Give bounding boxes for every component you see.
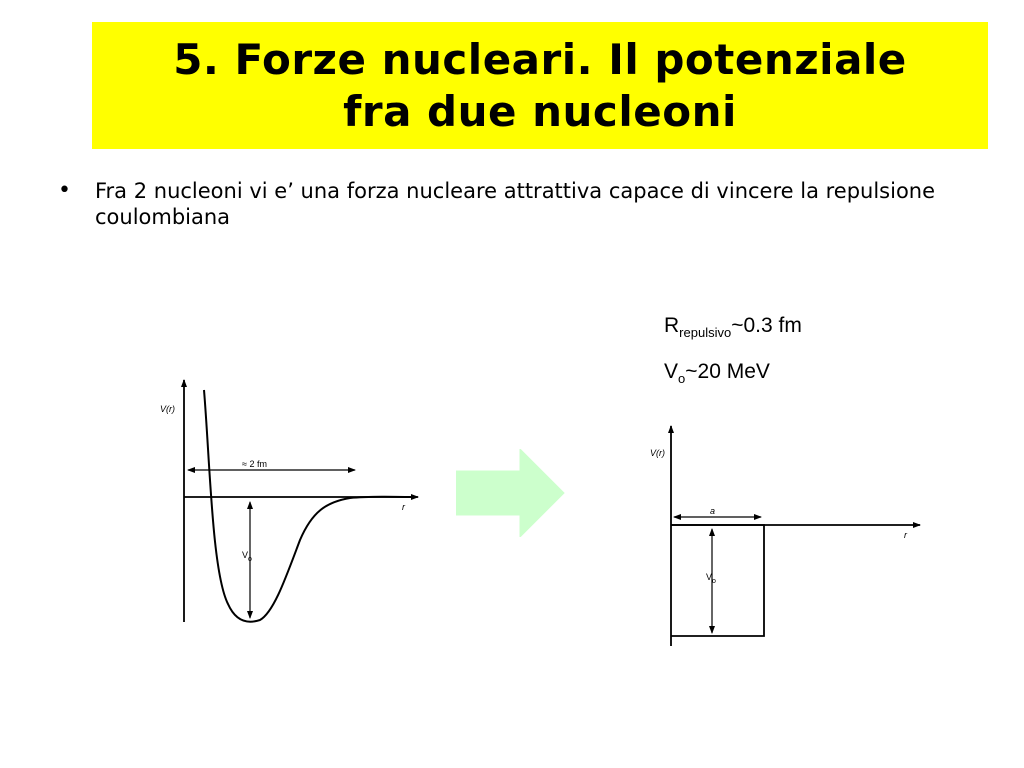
depth-label-symbol: V [242, 550, 249, 560]
depth-label [706, 572, 716, 585]
repulsive-radius-symbol: R [664, 314, 680, 337]
repulsive-radius-value: ~0.3 fm [731, 314, 802, 337]
x-axis-label: r [904, 530, 907, 540]
well-depth-label [664, 360, 770, 386]
y-axis-label: V(r) [650, 448, 665, 458]
page-title-line-2: fra due nucleoni [343, 86, 737, 136]
bullet-text: Fra 2 nucleoni vi e’ una forza nucleare attrattiva capace di vincere la repulsione coulombiana [95, 179, 936, 229]
potential-curve [204, 390, 412, 622]
realistic-potential-diagram [150, 372, 430, 632]
well-depth-value: ~20 MeV [685, 360, 770, 383]
square-well-diagram [640, 420, 930, 650]
y-axis-label: V(r) [160, 404, 175, 414]
depth-label-subscript: o [712, 578, 716, 585]
page-title-line-1: 5. Forze nucleari. Il potenziale [173, 34, 907, 84]
width-label: a [710, 506, 716, 516]
repulsive-radius-subscript: repulsivo [679, 325, 732, 341]
repulsive-radius-label [664, 314, 802, 340]
well-depth-symbol: V [664, 360, 679, 383]
well-depth-subscript: o [678, 371, 686, 387]
range-label: ≈ 2 fm [242, 459, 267, 469]
right-arrow-icon [456, 449, 566, 537]
square-well-shape [671, 525, 764, 636]
depth-label-symbol: V [706, 572, 713, 582]
bullet-marker: • [58, 178, 71, 203]
title-banner [92, 22, 988, 149]
x-axis-label: r [402, 502, 405, 512]
depth-label-subscript: o [248, 556, 252, 563]
